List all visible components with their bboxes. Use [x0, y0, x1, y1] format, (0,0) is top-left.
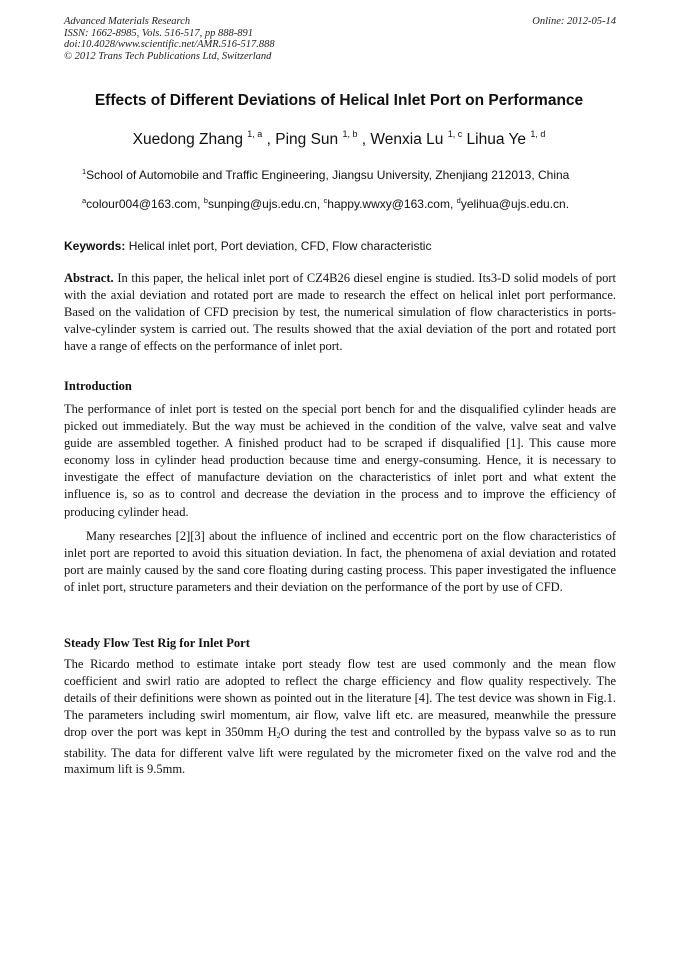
- affiliation-text: School of Automobile and Traffic Engineering, Jiangsu University, Zhenjiang 212013, China: [86, 168, 570, 182]
- abstract: [64, 270, 616, 355]
- keywords-text: Helical inlet port, Port deviation, CFD, Flow characteristic: [128, 239, 432, 253]
- introduction-paragraph-1: The performance of inlet port is tested on the special port bench for and the disqualified cylinder heads are picked out immediately. But the way must be achieved in the condition of the valve, valve seat and valve guide are assembled together. A finished product had to be scraped if disqualified [1]. This cause more economy loss in cylinder head production because time and energy-consuming. Hence, it is necessary to investigate the effect of manufacture deviation on the characteristics of inlet port and what extent the influence is, so as to control and decrease the deviation in the process and to improve the efficiency of producing cylinder head.: [64, 402, 616, 519]
- author-name: Wenxia Lu: [370, 131, 444, 148]
- journal-doi[interactable]: doi:10.4028/www.scientific.net/AMR.516-517.888: [64, 39, 275, 50]
- email-superscript: a: [82, 196, 87, 205]
- online-date: Online: 2012-05-14: [532, 16, 616, 27]
- email-superscript: d: [456, 196, 461, 205]
- keywords: [64, 239, 616, 253]
- email-address[interactable]: happy.wwxy@163.com: [327, 197, 450, 211]
- author-superscript: 1, a: [247, 129, 263, 139]
- keywords-label: Keywords:: [64, 239, 126, 253]
- steady-flow-paragraph: [64, 656, 616, 778]
- author-superscript: 1, b: [342, 129, 358, 139]
- affiliation-superscript: 1: [82, 167, 87, 176]
- author-superscript: 1, d: [530, 129, 546, 139]
- journal-issn: ISSN: 1662-8985, Vols. 516-517, pp 888-891: [64, 27, 253, 39]
- abstract-text: In this paper, the helical inlet port of CZ4B26 diesel engine is studied. Its3-D solid models of port with the axial deviation and rotated port are made to research the effect on helical inlet port performance. Based on the validation of CFD precision by test, the numerical simulation of flow characteristics in ports-valve-cylinder system is carried out. The results showed that the axial deviation of the port and rotated port have a range of effects on the performance of inlet port.: [64, 271, 617, 354]
- journal-header: [64, 16, 616, 62]
- journal-copyright: © 2012 Trans Tech Publications Ltd, Switzerland: [64, 50, 272, 62]
- steady-flow-text-cont: O during the test and controlled by the bypass valve so as to run stability. The data for different valve lift were regulated by the micrometer fixed on the valve rod and the maximum lift is 9.5mm.: [64, 724, 616, 777]
- email-address[interactable]: colour004@163.com: [86, 197, 198, 211]
- subscript-2: 2: [276, 730, 281, 740]
- author-list: [40, 129, 638, 149]
- email-superscript: b: [203, 196, 208, 205]
- author-name: Ping Sun: [275, 131, 339, 148]
- email-address[interactable]: yelihua@ujs.edu.cn.: [460, 197, 570, 211]
- author-emails: $^a$colour004@163.com, $^b$sunping@ujs.edu.cn, $^c$happy.wwxy@163.com, $^d$yelihua@ujs.edu.cn.: [82, 196, 570, 211]
- author-name: Lihua Ye: [466, 131, 527, 148]
- journal-name: Advanced Materials Research: [64, 16, 191, 27]
- steady-flow-text: The Ricardo method to estimate intake port steady flow test are used commonly and the mean flow coefficient and swirl ratio are adopted to reflect the charge efficiency and flow quality respectively. The details of their definitions were shown as pointed out in the literature [4]. The test device was shown in Fig.1. The parameters including swirl momentum, air flow, valve lift etc. are measured, meanwhile the pressure drop over the port was kept in 350mm H: [64, 657, 616, 739]
- author-separator: ,: [361, 131, 367, 148]
- author-superscript: 1, c: [447, 129, 463, 139]
- abstract-label: Abstract.: [64, 271, 114, 285]
- steady-flow-heading: Steady Flow Test Rig for Inlet Port: [64, 636, 250, 650]
- author-separator: ,: [266, 131, 271, 148]
- email-superscript: c: [323, 196, 328, 205]
- introduction-paragraph-2: Many researches [2][3] about the influence of inclined and eccentric port on the flow characteristics of inlet port are reported to avoid this situation deviation. In fact, the phenomena of axial deviation and rotated port are mainly caused by the sand core floating during casting process. This paper investigated the influence of inlet port, structure parameters and their deviation on the performance of the port by use of CFD.: [64, 529, 616, 595]
- affiliation: [82, 167, 622, 182]
- paper-title: Effects of Different Deviations of Helical Inlet Port on Performance: [94, 92, 584, 109]
- introduction-heading: Introduction: [64, 379, 132, 393]
- email-address[interactable]: sunping@ujs.edu.cn: [207, 197, 317, 211]
- author-name: Xuedong Zhang: [132, 131, 243, 148]
